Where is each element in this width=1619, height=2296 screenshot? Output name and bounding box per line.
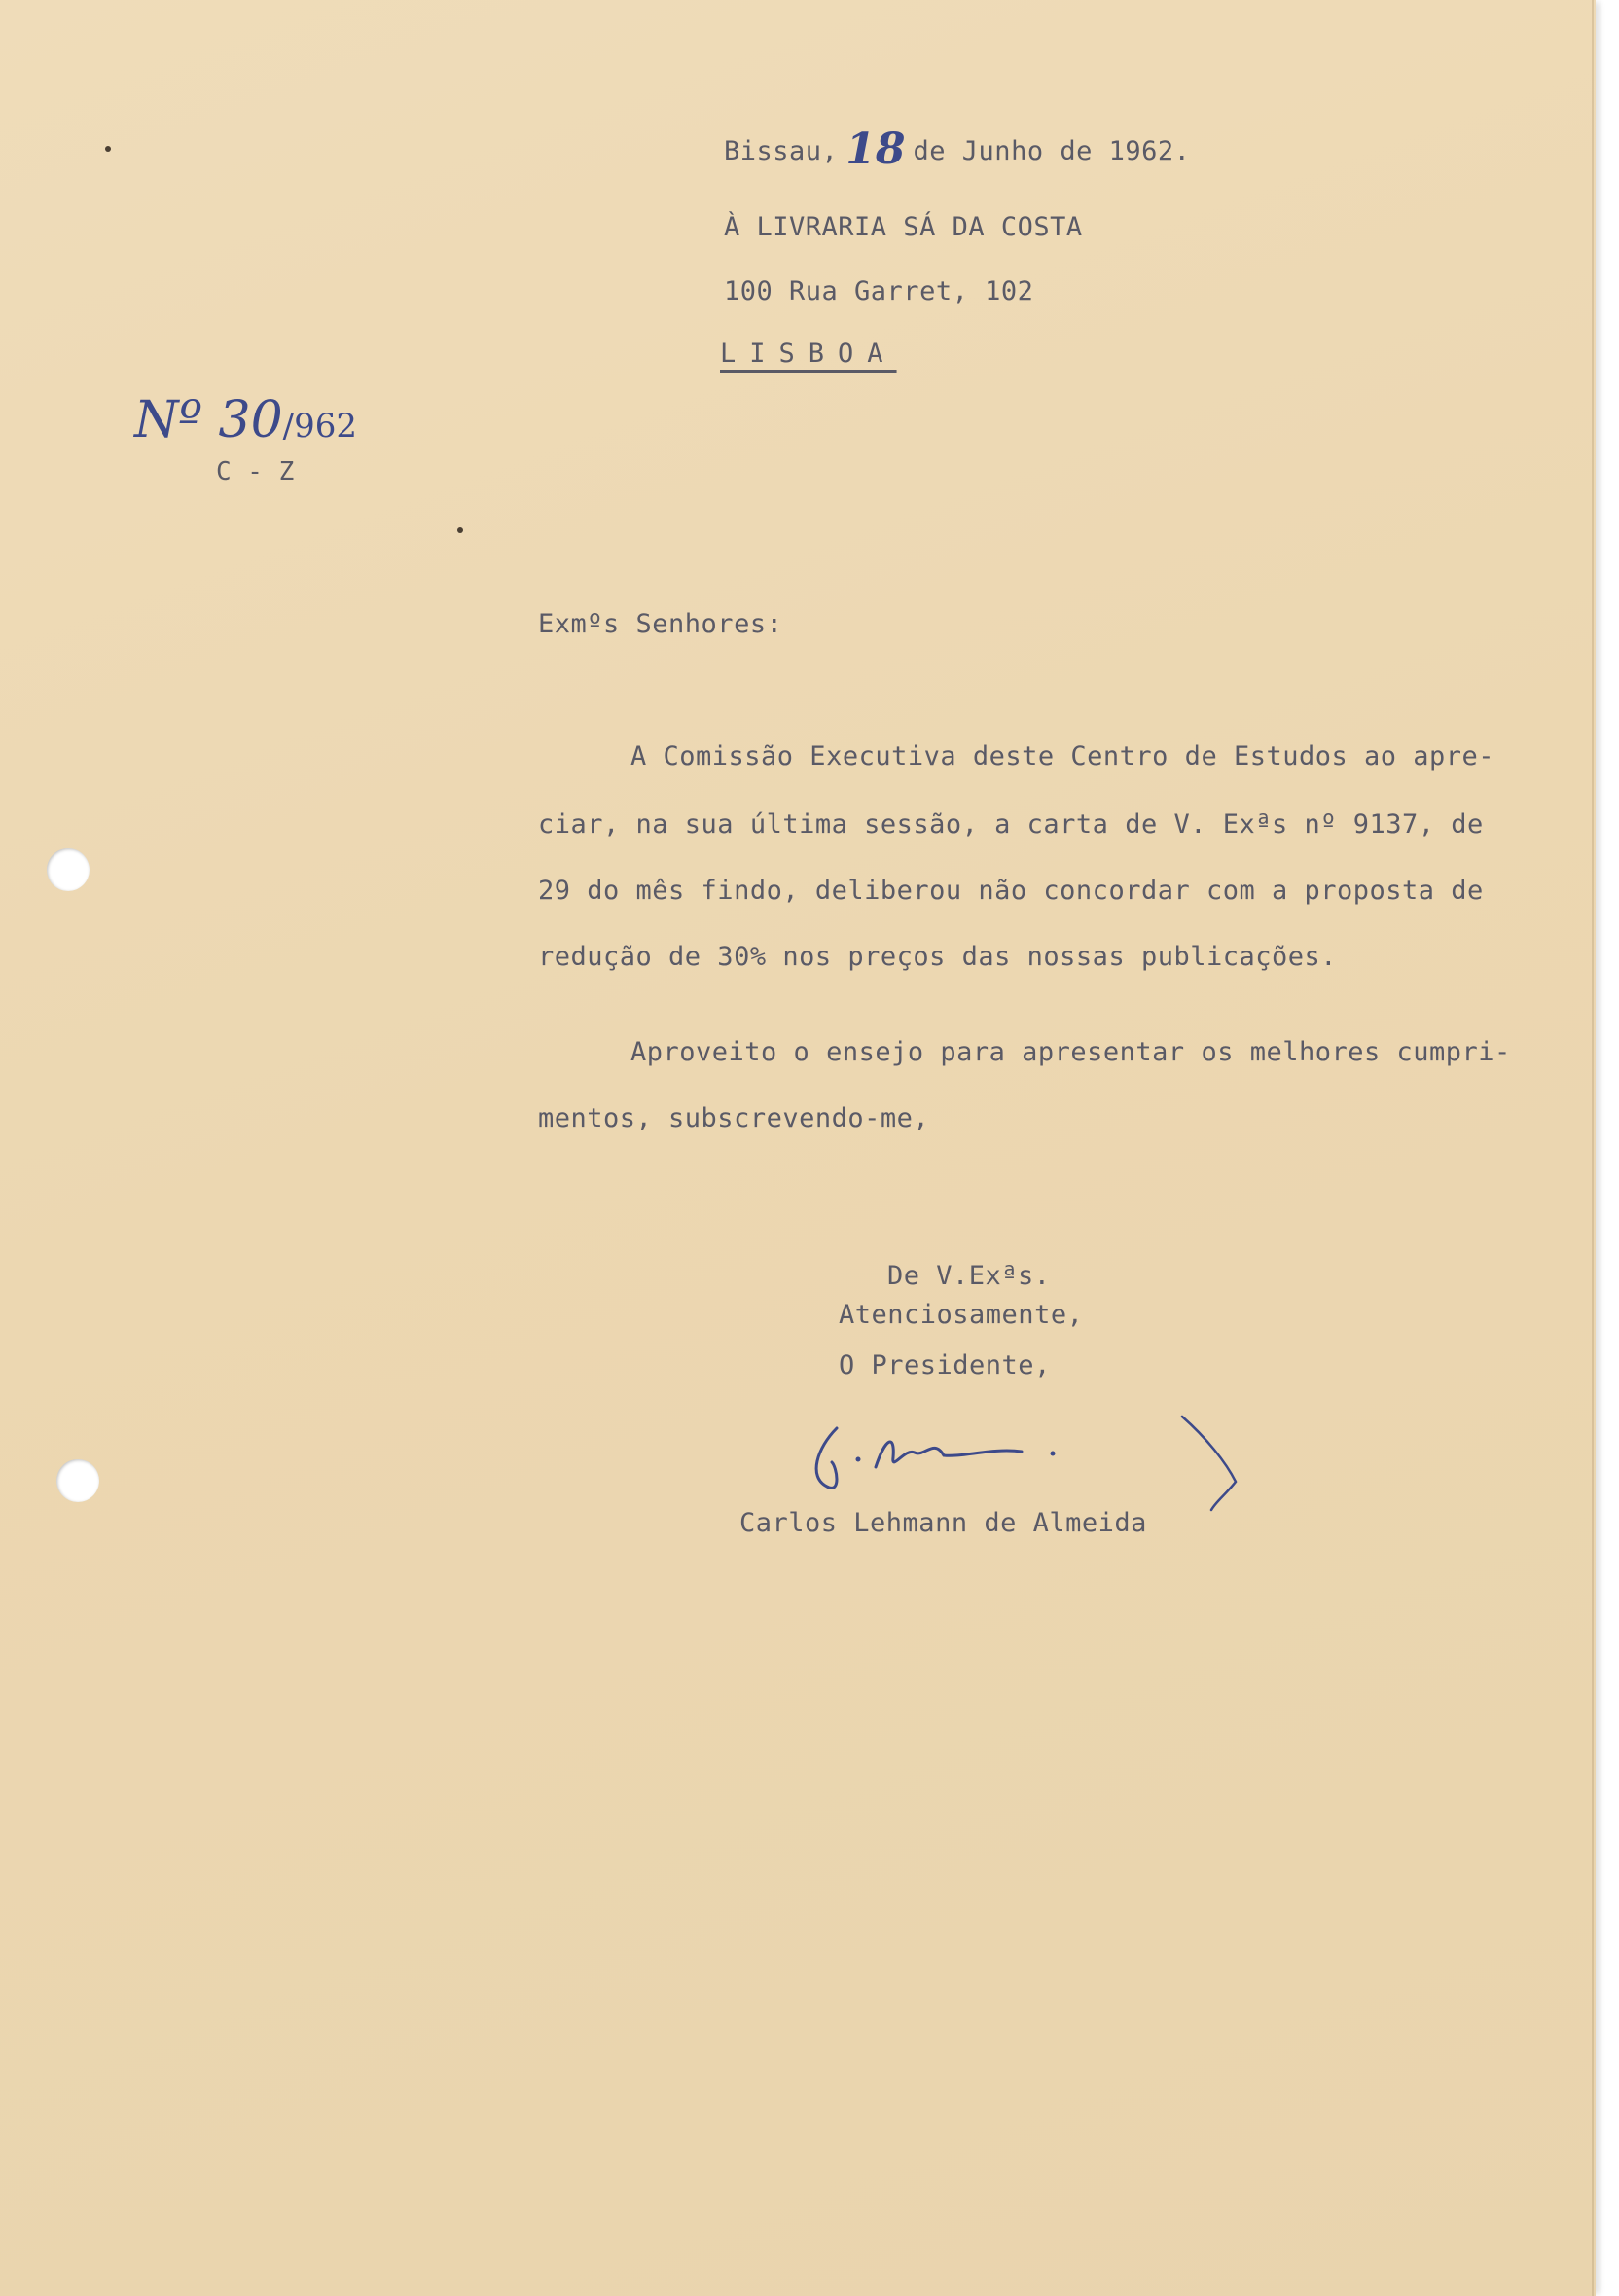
addressee-city: LISBOA: [720, 339, 897, 369]
punch-hole: [47, 848, 90, 891]
closing-line: O Presidente,: [839, 1350, 1051, 1381]
body-line: ciar, na sua última sessão, a carta de V. Exªs nº 9137, de: [538, 809, 1484, 840]
addressee-name: À LIVRARIA SÁ DA COSTA: [724, 212, 1083, 242]
signer-name: Carlos Lehmann de Almeida: [739, 1508, 1147, 1538]
body-line: mentos, subscrevendo-me,: [538, 1103, 930, 1133]
closing-line: De V.Exªs.: [887, 1261, 1051, 1291]
paper-edge: [1592, 0, 1594, 2296]
punch-hole: [56, 1459, 99, 1502]
paper-speck: [105, 146, 111, 152]
date-day-handwritten: 18: [845, 125, 906, 174]
reference-year: /962: [282, 407, 358, 446]
reference-code: C - Z: [216, 457, 295, 486]
paper-speck: [457, 527, 463, 533]
body-line: Aproveito o ensejo para apresentar os melhores cumpri-: [630, 1037, 1511, 1067]
handwritten-signature: [798, 1409, 1265, 1516]
body-line: A Comissão Executiva deste Centro de Estudos ao apre-: [630, 741, 1495, 771]
addressee-street: 100 Rua Garret, 102: [724, 276, 1034, 306]
date-prefix: Bissau,: [724, 136, 839, 166]
body-line: redução de 30% nos preços das nossas publicações.: [538, 942, 1338, 972]
salutation: Exmºs Senhores:: [538, 609, 783, 639]
body-line: 29 do mês findo, deliberou não concordar com a proposta de: [538, 876, 1484, 906]
letter-date: [724, 125, 1190, 174]
date-suffix: de Junho de 1962.: [913, 136, 1191, 166]
closing-line: Atenciosamente,: [839, 1300, 1084, 1330]
reference-prefix: Nº: [134, 391, 202, 449]
reference-number: 30: [218, 391, 283, 449]
reference-number-handwritten: [134, 391, 357, 449]
